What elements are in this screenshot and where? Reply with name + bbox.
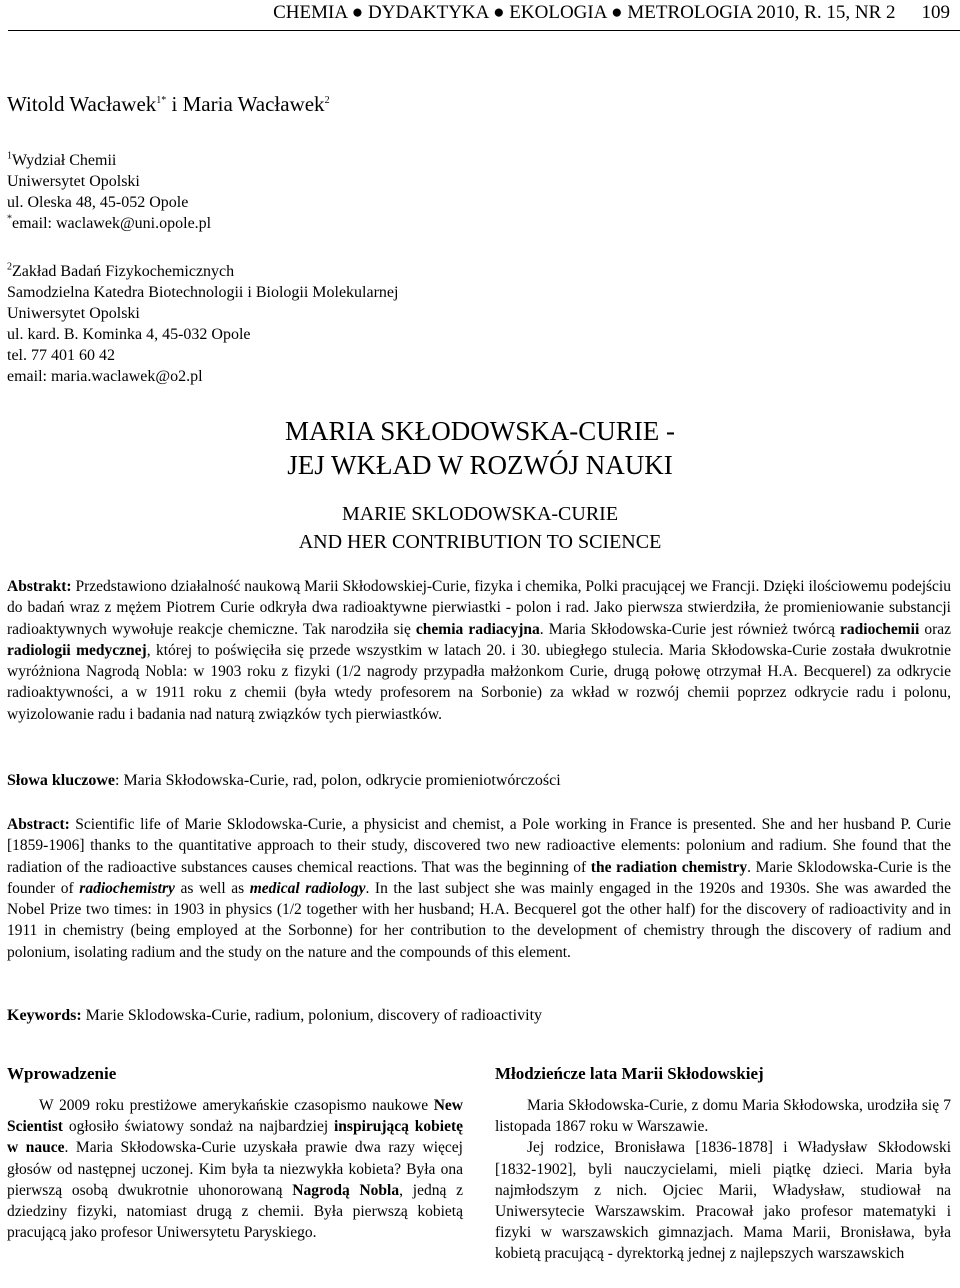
email-sup: * <box>7 213 12 225</box>
abstract-text: oraz <box>919 620 951 638</box>
keywords-english-label: Keywords: <box>7 1007 82 1024</box>
intro-text: ogłosiło światowy sondaż na najbardziej <box>62 1118 334 1136</box>
affiliation-1 <box>7 150 211 234</box>
abstract-text: Przedstawiono działalność naukową Marii Skłodowskiej-Curie, fizyka i chemika, Polki pracującej we Francji. Dzięki ilościowemu podejściu do badań wraz z mężem Piotrem Curie odkryła dwa radioaktywne pierwiastki - polon i rad. Jako pierwsza stwierdziła, że promieniowanie substancji radioaktywnych wywołuje reakcje chemiczne. Tak narodziła się <box>7 578 951 638</box>
title-english-line: AND HER CONTRIBUTION TO SCIENCE <box>298 531 662 553</box>
abstract-bold: radiochemii <box>840 620 920 638</box>
affiliation-2-line: tel. 77 401 60 42 <box>7 347 115 364</box>
journal-title: CHEMIA ● DYDAKTYKA ● EKOLOGIA ● METROLOGIA 2010, R. 15, NR 2 <box>273 2 896 23</box>
abstract-bold-italic: radiochemistry <box>79 879 175 897</box>
abstract-bold: radiologii medycznej <box>7 641 147 659</box>
intro-bold: New Scientist <box>7 1097 463 1136</box>
title-polish-line: MARIA SKŁODOWSKA-CURIE - <box>285 416 675 446</box>
abstract-polish <box>7 576 951 725</box>
intro-bold: inspirującą kobietę w nauce <box>7 1118 463 1157</box>
intro-bold: Nagrodą Nobla <box>292 1181 400 1199</box>
abstract-english <box>7 814 951 963</box>
section-heading-introduction: Wprowadzenie <box>7 1064 117 1083</box>
authors-and: i <box>166 92 183 116</box>
keywords-polish-text: : Maria Skłodowska-Curie, rad, polon, odkrycie promieniotwórczości <box>115 772 561 789</box>
affiliation-1-email: email: waclawek@uni.opole.pl <box>12 215 212 232</box>
intro-text: W 2009 roku prestiżowe amerykańskie czasopismo naukowe <box>39 1097 434 1114</box>
author-2-sup: 2 <box>324 95 330 106</box>
intro-text: , jedną z dziedziny fizyki, natomiast drugą z chemii. Była pierwszą kobietą pracującą jako profesor Uniwersytetu Paryskiego. <box>7 1181 463 1242</box>
section-introduction <box>7 1064 463 1243</box>
affiliation-2 <box>7 261 398 387</box>
abstract-text: , której to poświęciła się przede wszystkim w latach 20. i 30. ubiegłego stulecia. Maria Skłodowska-Curie została dwukrotnie wyróżniona Nagrodą Nobla: w 1903 roku z fizyki (1/2 nagrody przypadła małżonkom Curie, drugą połowę otrzymał H.A. Becquerel) za odkrycie radioaktywności, a w 1911 roku z chemii (była wtedy profesorem na Sorbonie) za wkład w rozwój chemii poprzez odkrycie radu i polonu, wyizolowanie radu i badania nad naturą związków tych pierwiastków. <box>7 641 951 723</box>
title-english-line: MARIE SKLODOWSKA-CURIE <box>341 503 619 525</box>
abstract-english-label: Abstract: <box>7 816 70 833</box>
affiliation-1-sup: 1 <box>7 150 12 162</box>
affiliation-2-email: email: maria.waclawek@o2.pl <box>7 368 203 385</box>
author-1: Witold Wacławek <box>7 92 157 116</box>
affiliation-2-line: Uniwersytet Opolski <box>7 305 140 322</box>
affiliation-2-sup: 2 <box>7 261 12 273</box>
youth-paragraph-1: Maria Skłodowska-Curie, z domu Maria Skłodowska, urodziła się 7 listopada 1867 roku w Warszawie. <box>495 1097 951 1136</box>
affiliation-2-line: ul. kard. B. Kominka 4, 45-032 Opole <box>7 326 251 343</box>
keywords-english <box>7 1005 951 1026</box>
affiliation-1-line: ul. Oleska 48, 45-052 Opole <box>7 194 189 211</box>
author-1-sup: 1* <box>156 95 167 106</box>
youth-paragraph-2: Jej rodzice, Bronisława [1836-1878] i Władysław Skłodowski [1832-1902], byli nauczycielami, mieli piątkę dzieci. Maria była najmłodszym z nich. Ojciec Marii, Władysław, studiował na Uniwersytecie Warszawskim. Pracował jako profesor matematyki i fizyki w warszawskich gimnazjach. Mama Marii, Bronisława, była kobietą pracującą - dyrektorką jednej z najlepszych warszawskich <box>495 1139 951 1263</box>
keywords-english-text: Marie Sklodowska-Curie, radium, polonium, discovery of radioactivity <box>81 1007 543 1024</box>
abstract-bold: chemia radiacyjna <box>415 620 540 638</box>
abstract-text: . In the last subject she was mainly engaged in the 1920s and 1930s. She was awarded the Nobel Prize two times: in 1903 in physics (1/2 together with her husband; H.A. Becquerel got the other half) for the discovery of radioactivity and in 1911 in chemistry (being employed at the Sorbonne) for her contribution to the development of chemistry through the discovery of radium and polonium, isolating radium and the study on the nature and the compounds of this element. <box>7 879 952 961</box>
abstract-bold: the radiation chemistry <box>590 858 748 876</box>
section-youth <box>495 1064 951 1265</box>
affiliation-1-line: Wydział Chemii <box>12 152 117 169</box>
affiliation-2-line: Samodzielna Katedra Biotechnologii i Biologii Molekularnej <box>7 284 399 301</box>
affiliation-1-line: Uniwersytet Opolski <box>7 173 140 190</box>
affiliation-2-line: Zakład Badań Fizykochemicznych <box>12 263 235 280</box>
intro-text: . Maria Skłodowska-Curie uzyskała prawie dwa razy więcej głosów od następnej uczonej. Kim była ta niezwykła kobieta? Była ona pierwszą osobą dwukrotnie uhonorowaną <box>7 1139 463 1199</box>
abstract-text: . Maria Skłodowska-Curie jest również twórcą <box>539 620 841 638</box>
title-polish-line: JEJ WKŁAD W ROZWÓJ NAUKI <box>287 450 673 480</box>
abstract-text: . Marie Sklodowska-Curie is the founder of <box>7 858 951 897</box>
running-header <box>8 2 960 31</box>
keywords-polish <box>7 770 951 791</box>
abstract-polish-label: Abstrakt: <box>7 578 72 595</box>
section-heading-youth: Młodzieńcze lata Marii Skłodowskiej <box>495 1064 764 1083</box>
author-2: Maria Wacławek <box>182 92 325 116</box>
title-english <box>0 500 960 556</box>
abstract-text: as well as <box>174 879 250 897</box>
keywords-polish-label: Słowa kluczowe <box>7 772 115 789</box>
abstract-bold-italic: medical radiology <box>249 879 366 897</box>
title-polish <box>0 414 960 482</box>
authors <box>7 92 330 117</box>
abstract-text: Scientific life of Marie Sklodowska-Curie, a physicist and chemist, a Pole working in France is presented. She and her husband P. Curie [1859-1906] thanks to the quantitative approach to their study, discovered two new radioactive elements: polonium and radium. She found that the radiation of the radioactive substances causes chemical reactions. That was the beginning of <box>7 816 951 876</box>
introduction-paragraph <box>7 1095 463 1243</box>
page-number: 109 <box>921 2 950 23</box>
